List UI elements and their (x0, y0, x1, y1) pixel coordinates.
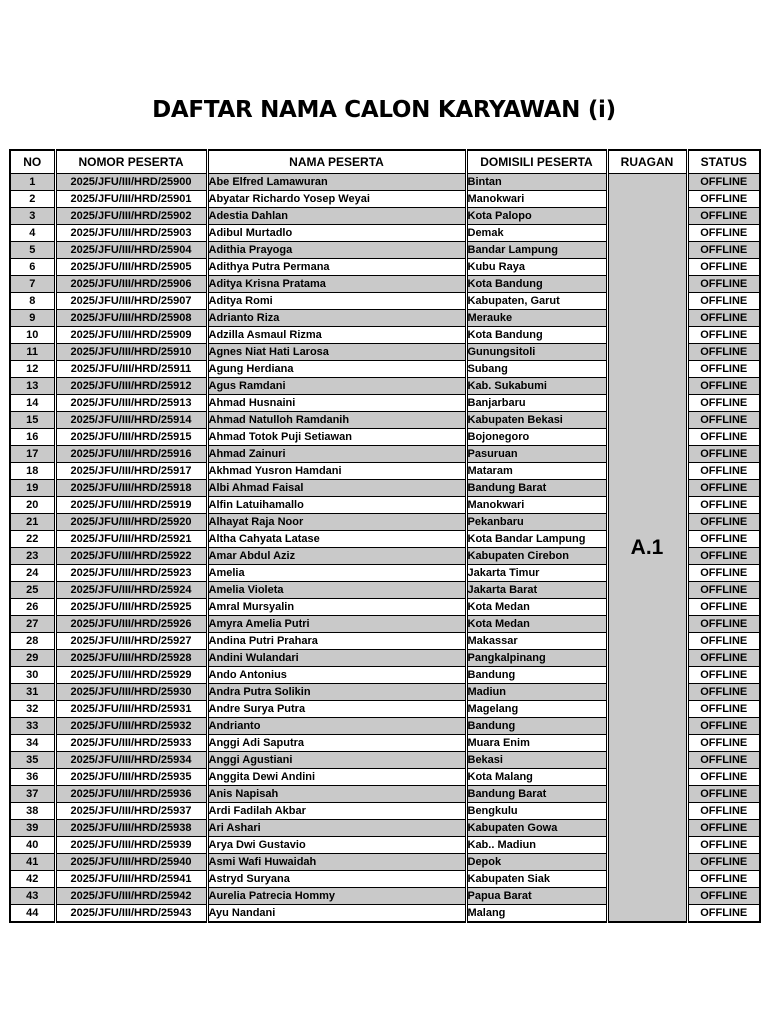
cell-domisili-peserta: Makassar (466, 633, 607, 650)
cell-status: OFFLINE (687, 429, 760, 446)
cell-domisili-peserta: Kota Palopo (466, 208, 607, 225)
cell-nomor-peserta: 2025/JFU/III/HRD/25909 (55, 327, 207, 344)
cell-no: 35 (10, 752, 55, 769)
cell-status: OFFLINE (687, 616, 760, 633)
cell-no: 7 (10, 276, 55, 293)
cell-domisili-peserta: Kabupaten Bekasi (466, 412, 607, 429)
cell-status: OFFLINE (687, 361, 760, 378)
cell-domisili-peserta: Bintan (466, 174, 607, 191)
cell-nomor-peserta: 2025/JFU/III/HRD/25903 (55, 225, 207, 242)
cell-no: 27 (10, 616, 55, 633)
cell-no: 29 (10, 650, 55, 667)
cell-domisili-peserta: Kota Bandung (466, 327, 607, 344)
cell-status: OFFLINE (687, 412, 760, 429)
cell-domisili-peserta: Subang (466, 361, 607, 378)
cell-no: 28 (10, 633, 55, 650)
cell-nomor-peserta: 2025/JFU/III/HRD/25935 (55, 769, 207, 786)
cell-status: OFFLINE (687, 752, 760, 769)
cell-no: 42 (10, 871, 55, 888)
cell-status: OFFLINE (687, 854, 760, 871)
cell-domisili-peserta: Manokwari (466, 497, 607, 514)
cell-nomor-peserta: 2025/JFU/III/HRD/25929 (55, 667, 207, 684)
cell-nomor-peserta: 2025/JFU/III/HRD/25923 (55, 565, 207, 582)
cell-domisili-peserta: Banjarbaru (466, 395, 607, 412)
cell-nomor-peserta: 2025/JFU/III/HRD/25937 (55, 803, 207, 820)
cell-status: OFFLINE (687, 310, 760, 327)
cell-domisili-peserta: Depok (466, 854, 607, 871)
cell-domisili-peserta: Kab.. Madiun (466, 837, 607, 854)
header-nama-peserta: NAMA PESERTA (207, 150, 466, 174)
header-status: STATUS (687, 150, 760, 174)
cell-domisili-peserta: Kota Malang (466, 769, 607, 786)
cell-domisili-peserta: Kabupaten Siak (466, 871, 607, 888)
cell-no: 39 (10, 820, 55, 837)
cell-nomor-peserta: 2025/JFU/III/HRD/25908 (55, 310, 207, 327)
cell-no: 10 (10, 327, 55, 344)
cell-status: OFFLINE (687, 565, 760, 582)
cell-no: 17 (10, 446, 55, 463)
cell-no: 26 (10, 599, 55, 616)
cell-status: OFFLINE (687, 378, 760, 395)
cell-no: 37 (10, 786, 55, 803)
cell-nama-peserta: Agung Herdiana (207, 361, 466, 378)
cell-nama-peserta: Arya Dwi Gustavio (207, 837, 466, 854)
cell-nomor-peserta: 2025/JFU/III/HRD/25920 (55, 514, 207, 531)
cell-nama-peserta: Amelia (207, 565, 466, 582)
cell-nomor-peserta: 2025/JFU/III/HRD/25911 (55, 361, 207, 378)
cell-domisili-peserta: Jakarta Barat (466, 582, 607, 599)
cell-status: OFFLINE (687, 514, 760, 531)
cell-status: OFFLINE (687, 837, 760, 854)
header-domisili-peserta: DOMISILI PESERTA (466, 150, 607, 174)
cell-nama-peserta: Agnes Niat Hati Larosa (207, 344, 466, 361)
cell-nama-peserta: Andre Surya Putra (207, 701, 466, 718)
cell-nama-peserta: Adzilla Asmaul Rizma (207, 327, 466, 344)
cell-no: 23 (10, 548, 55, 565)
cell-status: OFFLINE (687, 395, 760, 412)
cell-no: 6 (10, 259, 55, 276)
cell-domisili-peserta: Bandar Lampung (466, 242, 607, 259)
cell-nomor-peserta: 2025/JFU/III/HRD/25922 (55, 548, 207, 565)
cell-nama-peserta: Adestia Dahlan (207, 208, 466, 225)
cell-status: OFFLINE (687, 463, 760, 480)
cell-domisili-peserta: Kab. Sukabumi (466, 378, 607, 395)
cell-status: OFFLINE (687, 888, 760, 905)
cell-nama-peserta: Anggi Adi Saputra (207, 735, 466, 752)
cell-no: 13 (10, 378, 55, 395)
cell-nama-peserta: Anis Napisah (207, 786, 466, 803)
cell-domisili-peserta: Papua Barat (466, 888, 607, 905)
cell-no: 15 (10, 412, 55, 429)
cell-status: OFFLINE (687, 344, 760, 361)
cell-status: OFFLINE (687, 497, 760, 514)
header-nomor-peserta: NOMOR PESERTA (55, 150, 207, 174)
cell-nama-peserta: Abyatar Richardo Yosep Weyai (207, 191, 466, 208)
cell-domisili-peserta: Bandung (466, 667, 607, 684)
cell-no: 36 (10, 769, 55, 786)
cell-nama-peserta: Adithya Putra Permana (207, 259, 466, 276)
cell-no: 14 (10, 395, 55, 412)
cell-no: 38 (10, 803, 55, 820)
cell-nama-peserta: Amyra Amelia Putri (207, 616, 466, 633)
cell-nama-peserta: Astryd Suryana (207, 871, 466, 888)
cell-nomor-peserta: 2025/JFU/III/HRD/25926 (55, 616, 207, 633)
cell-nama-peserta: Aditya Romi (207, 293, 466, 310)
cell-nama-peserta: Amelia Violeta (207, 582, 466, 599)
cell-no: 41 (10, 854, 55, 871)
cell-domisili-peserta: Demak (466, 225, 607, 242)
cell-nomor-peserta: 2025/JFU/III/HRD/25930 (55, 684, 207, 701)
cell-domisili-peserta: Kota Bandung (466, 276, 607, 293)
cell-status: OFFLINE (687, 191, 760, 208)
cell-status: OFFLINE (687, 242, 760, 259)
cell-status: OFFLINE (687, 735, 760, 752)
cell-domisili-peserta: Mataram (466, 463, 607, 480)
cell-status: OFFLINE (687, 650, 760, 667)
cell-no: 2 (10, 191, 55, 208)
cell-nomor-peserta: 2025/JFU/III/HRD/25907 (55, 293, 207, 310)
cell-domisili-peserta: Malang (466, 905, 607, 923)
cell-nomor-peserta: 2025/JFU/III/HRD/25925 (55, 599, 207, 616)
cell-nomor-peserta: 2025/JFU/III/HRD/25939 (55, 837, 207, 854)
cell-domisili-peserta: Kota Medan (466, 616, 607, 633)
cell-nama-peserta: Andra Putra Solikin (207, 684, 466, 701)
cell-domisili-peserta: Kubu Raya (466, 259, 607, 276)
cell-nama-peserta: Andina Putri Prahara (207, 633, 466, 650)
cell-domisili-peserta: Merauke (466, 310, 607, 327)
cell-no: 12 (10, 361, 55, 378)
cell-nama-peserta: Albi Ahmad Faisal (207, 480, 466, 497)
cell-status: OFFLINE (687, 786, 760, 803)
cell-nama-peserta: Adrianto Riza (207, 310, 466, 327)
cell-nama-peserta: Aditya Krisna Pratama (207, 276, 466, 293)
cell-nama-peserta: Ahmad Husnaini (207, 395, 466, 412)
cell-nama-peserta: Aurelia Patrecia Hommy (207, 888, 466, 905)
cell-domisili-peserta: Madiun (466, 684, 607, 701)
table-header-row (10, 150, 760, 174)
cell-domisili-peserta: Bandung Barat (466, 480, 607, 497)
cell-ruangan: A.1 (607, 174, 687, 923)
cell-status: OFFLINE (687, 480, 760, 497)
cell-no: 19 (10, 480, 55, 497)
cell-no: 4 (10, 225, 55, 242)
cell-nomor-peserta: 2025/JFU/III/HRD/25901 (55, 191, 207, 208)
cell-nomor-peserta: 2025/JFU/III/HRD/25917 (55, 463, 207, 480)
cell-nomor-peserta: 2025/JFU/III/HRD/25928 (55, 650, 207, 667)
cell-domisili-peserta: Kota Medan (466, 599, 607, 616)
cell-domisili-peserta: Kabupaten Cirebon (466, 548, 607, 565)
cell-no: 1 (10, 174, 55, 191)
cell-nomor-peserta: 2025/JFU/III/HRD/25910 (55, 344, 207, 361)
cell-status: OFFLINE (687, 259, 760, 276)
header-no: NO (10, 150, 55, 174)
cell-status: OFFLINE (687, 582, 760, 599)
cell-nomor-peserta: 2025/JFU/III/HRD/25919 (55, 497, 207, 514)
cell-no: 18 (10, 463, 55, 480)
cell-domisili-peserta: Bengkulu (466, 803, 607, 820)
cell-nomor-peserta: 2025/JFU/III/HRD/25942 (55, 888, 207, 905)
cell-nomor-peserta: 2025/JFU/III/HRD/25916 (55, 446, 207, 463)
page-title: DAFTAR NAMA CALON KARYAWAN (i) (152, 97, 616, 123)
cell-nomor-peserta: 2025/JFU/III/HRD/25913 (55, 395, 207, 412)
cell-status: OFFLINE (687, 548, 760, 565)
cell-domisili-peserta: Kabupaten Gowa (466, 820, 607, 837)
cell-status: OFFLINE (687, 276, 760, 293)
cell-status: OFFLINE (687, 446, 760, 463)
cell-nomor-peserta: 2025/JFU/III/HRD/25921 (55, 531, 207, 548)
cell-no: 33 (10, 718, 55, 735)
cell-status: OFFLINE (687, 871, 760, 888)
cell-no: 34 (10, 735, 55, 752)
cell-nomor-peserta: 2025/JFU/III/HRD/25900 (55, 174, 207, 191)
cell-no: 31 (10, 684, 55, 701)
cell-nama-peserta: Andrianto (207, 718, 466, 735)
cell-nomor-peserta: 2025/JFU/III/HRD/25902 (55, 208, 207, 225)
cell-domisili-peserta: Bandung (466, 718, 607, 735)
cell-no: 21 (10, 514, 55, 531)
cell-status: OFFLINE (687, 718, 760, 735)
cell-nomor-peserta: 2025/JFU/III/HRD/25927 (55, 633, 207, 650)
cell-nomor-peserta: 2025/JFU/III/HRD/25933 (55, 735, 207, 752)
cell-nomor-peserta: 2025/JFU/III/HRD/25936 (55, 786, 207, 803)
cell-nomor-peserta: 2025/JFU/III/HRD/25934 (55, 752, 207, 769)
cell-no: 9 (10, 310, 55, 327)
cell-domisili-peserta: Manokwari (466, 191, 607, 208)
cell-status: OFFLINE (687, 225, 760, 242)
cell-nama-peserta: Ahmad Totok Puji Setiawan (207, 429, 466, 446)
cell-nama-peserta: Amral Mursyalin (207, 599, 466, 616)
cell-nama-peserta: Altha Cahyata Latase (207, 531, 466, 548)
cell-domisili-peserta: Kota Bandar Lampung (466, 531, 607, 548)
cell-nama-peserta: Andini Wulandari (207, 650, 466, 667)
cell-nomor-peserta: 2025/JFU/III/HRD/25905 (55, 259, 207, 276)
cell-status: OFFLINE (687, 293, 760, 310)
cell-status: OFFLINE (687, 327, 760, 344)
cell-status: OFFLINE (687, 684, 760, 701)
cell-nomor-peserta: 2025/JFU/III/HRD/25915 (55, 429, 207, 446)
cell-status: OFFLINE (687, 599, 760, 616)
table-row (10, 174, 760, 191)
cell-nomor-peserta: 2025/JFU/III/HRD/25912 (55, 378, 207, 395)
cell-nomor-peserta: 2025/JFU/III/HRD/25931 (55, 701, 207, 718)
cell-nama-peserta: Anggita Dewi Andini (207, 769, 466, 786)
cell-status: OFFLINE (687, 769, 760, 786)
cell-domisili-peserta: Bojonegoro (466, 429, 607, 446)
cell-no: 43 (10, 888, 55, 905)
cell-status: OFFLINE (687, 820, 760, 837)
cell-nama-peserta: Ando Antonius (207, 667, 466, 684)
cell-no: 8 (10, 293, 55, 310)
cell-no: 20 (10, 497, 55, 514)
cell-nomor-peserta: 2025/JFU/III/HRD/25924 (55, 582, 207, 599)
cell-nama-peserta: Anggi Agustiani (207, 752, 466, 769)
cell-nama-peserta: Ayu Nandani (207, 905, 466, 923)
cell-domisili-peserta: Kabupaten, Garut (466, 293, 607, 310)
cell-nama-peserta: Akhmad Yusron Hamdani (207, 463, 466, 480)
cell-status: OFFLINE (687, 667, 760, 684)
cell-nomor-peserta: 2025/JFU/III/HRD/25914 (55, 412, 207, 429)
cell-nama-peserta: Ahmad Natulloh Ramdanih (207, 412, 466, 429)
cell-no: 40 (10, 837, 55, 854)
cell-nama-peserta: Ardi Fadilah Akbar (207, 803, 466, 820)
cell-nama-peserta: Asmi Wafi Huwaidah (207, 854, 466, 871)
cell-no: 24 (10, 565, 55, 582)
cell-status: OFFLINE (687, 174, 760, 191)
cell-domisili-peserta: Pasuruan (466, 446, 607, 463)
cell-domisili-peserta: Muara Enim (466, 735, 607, 752)
cell-status: OFFLINE (687, 531, 760, 548)
cell-domisili-peserta: Bandung Barat (466, 786, 607, 803)
cell-no: 16 (10, 429, 55, 446)
cell-nama-peserta: Alfin Latuihamallo (207, 497, 466, 514)
cell-no: 32 (10, 701, 55, 718)
cell-nomor-peserta: 2025/JFU/III/HRD/25943 (55, 905, 207, 923)
cell-no: 22 (10, 531, 55, 548)
cell-nama-peserta: Adithia Prayoga (207, 242, 466, 259)
cell-domisili-peserta: Magelang (466, 701, 607, 718)
cell-status: OFFLINE (687, 905, 760, 923)
cell-status: OFFLINE (687, 208, 760, 225)
cell-nama-peserta: Ari Ashari (207, 820, 466, 837)
cell-nomor-peserta: 2025/JFU/III/HRD/25938 (55, 820, 207, 837)
cell-nomor-peserta: 2025/JFU/III/HRD/25941 (55, 871, 207, 888)
cell-status: OFFLINE (687, 633, 760, 650)
cell-no: 5 (10, 242, 55, 259)
cell-nama-peserta: Agus Ramdani (207, 378, 466, 395)
table-body (10, 174, 760, 923)
cell-nama-peserta: Abe Elfred Lamawuran (207, 174, 466, 191)
cell-domisili-peserta: Gunungsitoli (466, 344, 607, 361)
cell-domisili-peserta: Bekasi (466, 752, 607, 769)
cell-domisili-peserta: Pekanbaru (466, 514, 607, 531)
cell-nama-peserta: Ahmad Zainuri (207, 446, 466, 463)
cell-nomor-peserta: 2025/JFU/III/HRD/25940 (55, 854, 207, 871)
cell-nama-peserta: Adibul Murtadlo (207, 225, 466, 242)
participant-table (9, 149, 761, 923)
cell-domisili-peserta: Jakarta Timur (466, 565, 607, 582)
cell-no: 44 (10, 905, 55, 923)
cell-status: OFFLINE (687, 803, 760, 820)
cell-no: 11 (10, 344, 55, 361)
cell-nomor-peserta: 2025/JFU/III/HRD/25918 (55, 480, 207, 497)
cell-nama-peserta: Amar Abdul Aziz (207, 548, 466, 565)
header-ruangan: RUAGAN (607, 150, 687, 174)
cell-no: 30 (10, 667, 55, 684)
cell-nomor-peserta: 2025/JFU/III/HRD/25932 (55, 718, 207, 735)
cell-no: 25 (10, 582, 55, 599)
cell-nama-peserta: Alhayat Raja Noor (207, 514, 466, 531)
cell-status: OFFLINE (687, 701, 760, 718)
cell-nomor-peserta: 2025/JFU/III/HRD/25906 (55, 276, 207, 293)
cell-domisili-peserta: Pangkalpinang (466, 650, 607, 667)
cell-no: 3 (10, 208, 55, 225)
cell-nomor-peserta: 2025/JFU/III/HRD/25904 (55, 242, 207, 259)
